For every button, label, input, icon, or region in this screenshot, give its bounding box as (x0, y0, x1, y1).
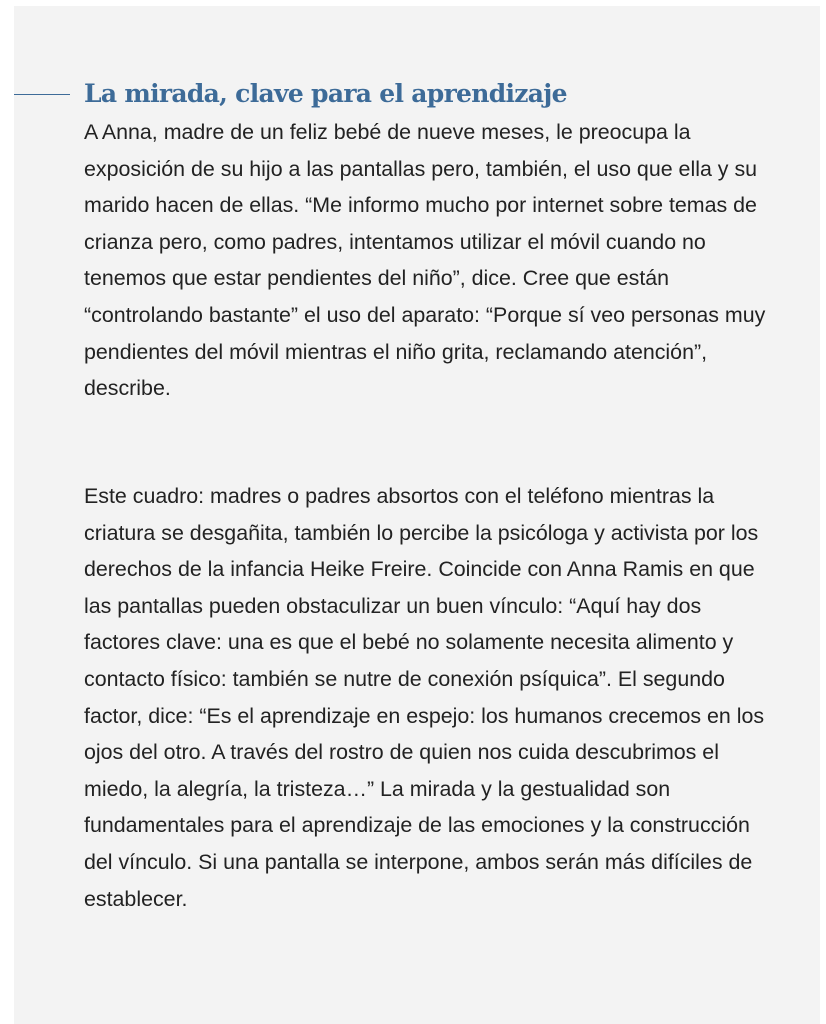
article-paragraph-2: Este cuadro: madres o padres absortos con el teléfono mientras la criatura se desgañita, también lo percibe la psicóloga y activista por los derechos de la infancia Heike Freire. Coincide con Anna Ramis en que las pantallas pueden obstaculizar un buen vínculo: “Aquí hay dos factores clave: una es que el bebé no solamente necesita alimento y contacto físico: también se nutre de conexión psíquica”. El segundo factor, dice: “Es el aprendizaje en espejo: los humanos crecemos en los ojos del otro. A través del rostro de quien nos cuida descubrimos el miedo, la alegría, la tristeza…” La mirada y la gestualidad son fundamentales para el aprendizaje de las emociones y la construcción del vínculo. Si una pantalla se interpone, ambos serán más difíciles de establecer. (84, 484, 765, 911)
section-heading-rule (14, 94, 70, 95)
section-heading: La mirada, clave para el aprendizaje (84, 79, 567, 108)
article-paragraph-1: A Anna, madre de un feliz bebé de nueve meses, le preocupa la exposición de su hijo a las pantallas pero, también, el uso que ella y su marido hacen de ellas. “Me informo mucho por internet sobre temas de crianza pero, como padres, intentamos utilizar el móvil cuando no tenemos que estar pendientes del niño”, dice. Cree que están “controlando bastante” el uso del aparato: “Porque sí veo personas muy pendientes del móvil mientras el niño grita, reclamando atención”, describe. (84, 120, 766, 401)
